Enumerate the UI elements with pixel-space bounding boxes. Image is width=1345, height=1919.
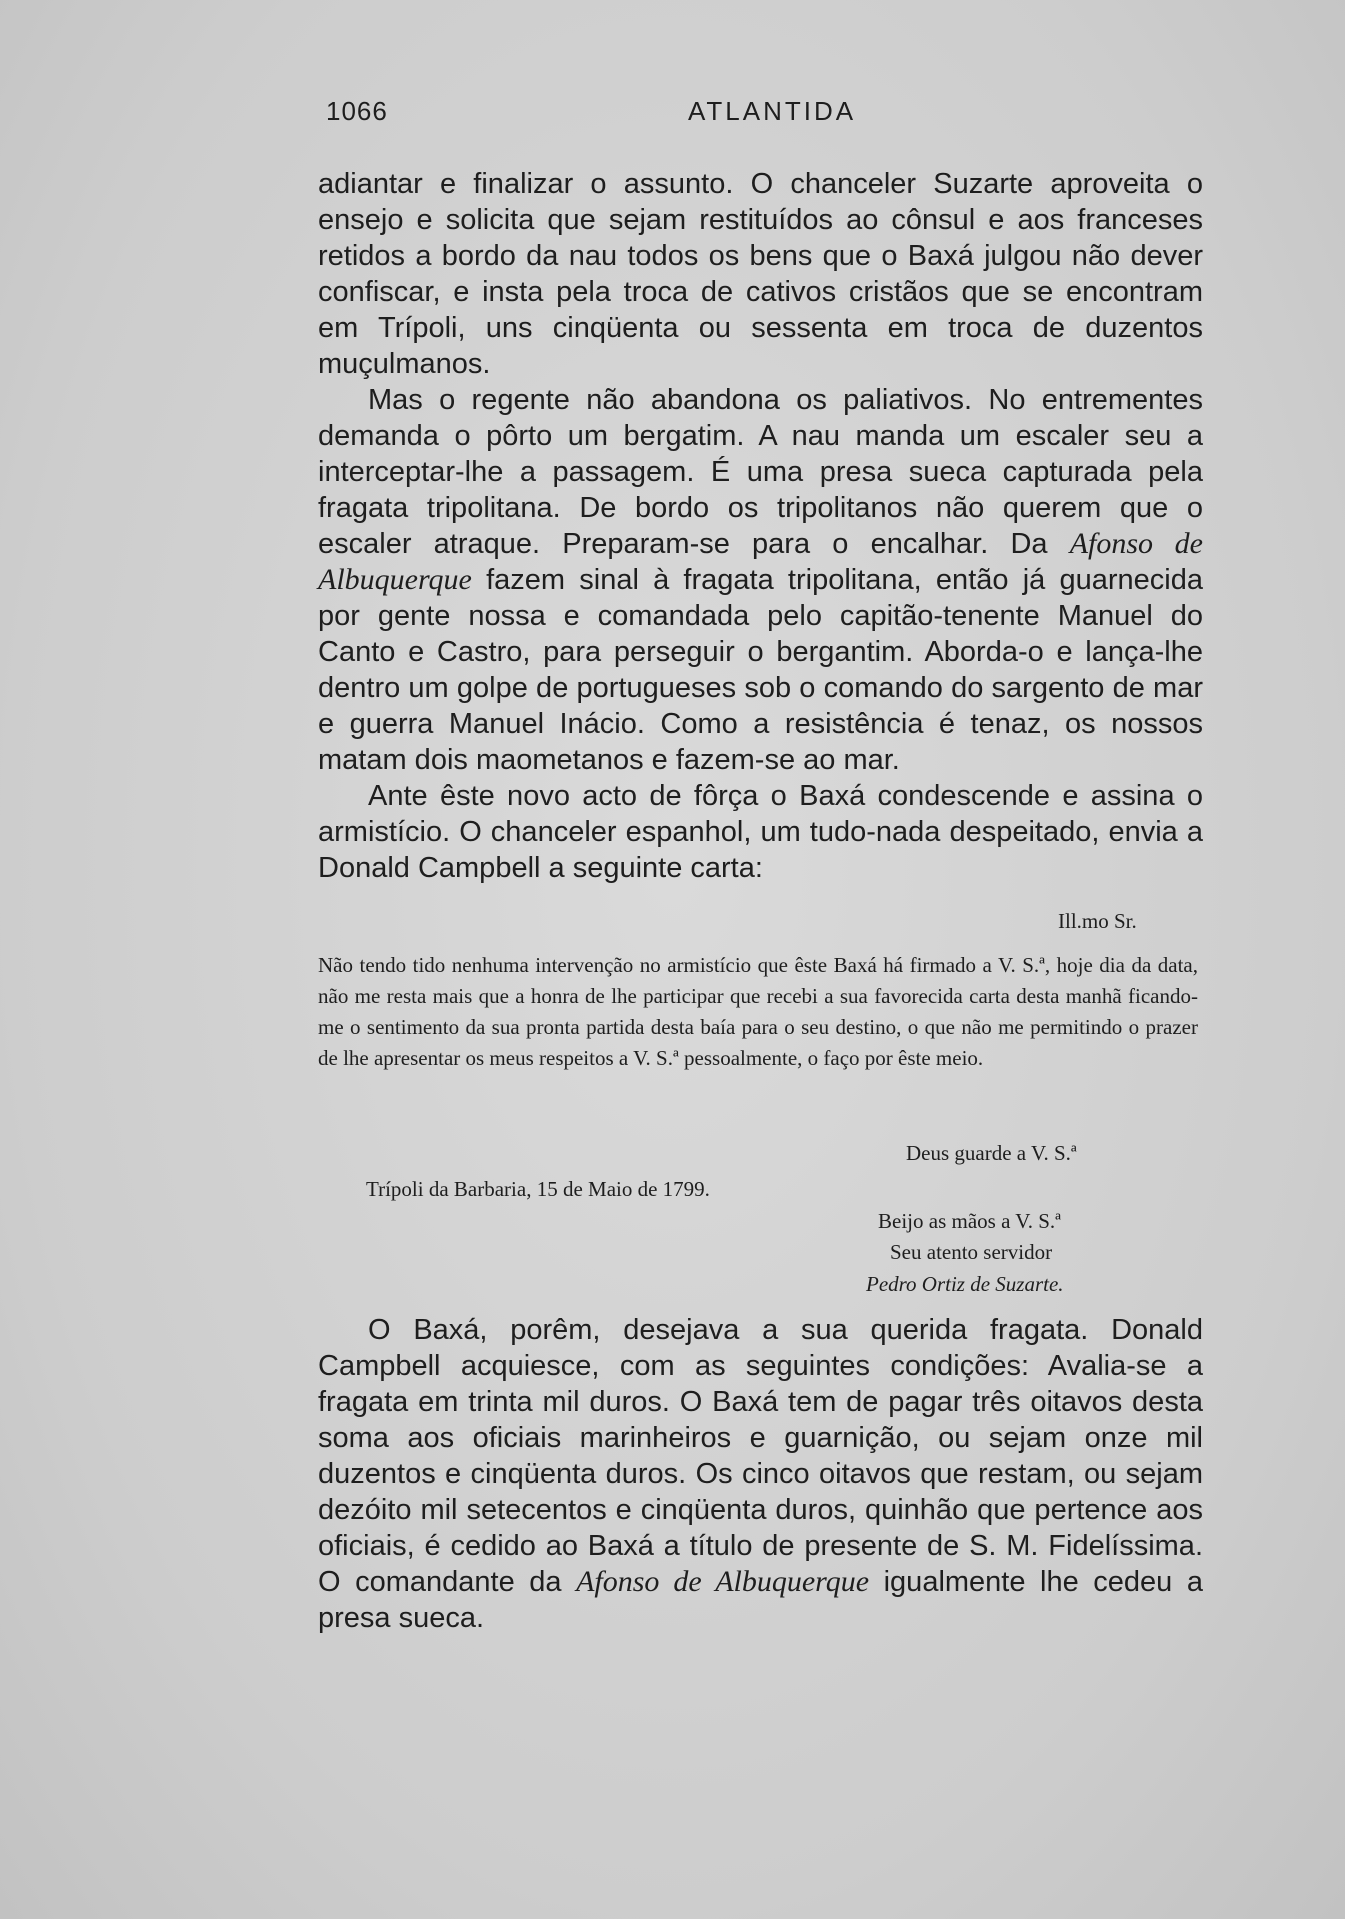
ship-name-italic: Afonso de Albuquerque [318, 527, 1203, 596]
body-text-bottom [318, 1312, 1203, 1636]
letter-body: Não tendo tido nenhuma intervenção no armistício que êste Baxá há firmado a V. S.ª, hoje dia da data, não me resta mais que a honra de lhe participar que recebi a sua favorecida carta desta manhã ficando-me o sentimento da sua pronta partida desta baía para o seu destino, o que não me permitindo o prazer de lhe apresentar os meus respeitos a V. S.ª pessoalmente, o faço por êste meio. [318, 953, 1198, 1070]
paragraph-4 [318, 1312, 1203, 1636]
paragraph-2 [318, 382, 1203, 778]
page-number: 1066 [326, 96, 388, 126]
letter-salutation: Ill.mo Sr. [1058, 909, 1137, 933]
letter-signature: Pedro Ortiz de Suzarte. [866, 1272, 1064, 1296]
letter-servant-line: Seu atento servidor [890, 1240, 1053, 1264]
paragraph-4-text-a: O Baxá, porêm, desejava a sua querida fragata. Donald Campbell acquiesce, com as seguintes condições: Avalia-se a fragata em trinta mil duros. O Baxá tem de pagar três oitavos desta soma aos oficiais marinheiros e guarnição, ou sejam onze mil duzentos e cinqüenta duros. Os cinco oitavos que restam, ou sejam dezóito mil setecentos e cinqüenta duros, quinhão que pertence aos oficiais, é cedido ao Baxá a título de presente de S. M. Fidelíssima. O comandante da [318, 1314, 1203, 1598]
ship-name-italic-2: Afonso de Albuquerque [576, 1565, 870, 1598]
paragraph-4-text-b: igualmente lhe cedeu a presa sueca. [318, 1566, 1203, 1634]
paragraph-1: adiantar e finalizar o assunto. O chanceler Suzarte aproveita o ensejo e solicita que sejam restituídos ao cônsul e aos franceses retidos a bordo da nau todos os bens que o Baxá julgou não dever confiscar, e insta pela troca de cativos cristãos que se encontram em Trípoli, uns cinqüenta ou sessenta em troca de duzentos muçulmanos. [318, 168, 1203, 380]
body-text-top [318, 166, 1203, 886]
page-header [326, 96, 1336, 136]
running-title: ATLANTIDA [688, 96, 857, 126]
paragraph-2-text-b: fazem sinal à fragata tripolitana, então já guarnecida por gente nossa e comandada pelo capitão-tenente Manuel do Canto e Castro, para perseguir o bergantim. Aborda-o e lança-lhe dentro um golpe de portugueses sob o comando do sargento de mar e guerra Manuel Inácio. Como a resistência é tenaz, os nossos matam dois maometanos e fazem-se ao mar. [318, 564, 1203, 776]
paragraph-3: Ante êste novo acto de fôrça o Baxá condescende e assina o armistício. O chanceler espanhol, um tudo-nada despeitado, envia a Donald Campbell a seguinte carta: [318, 780, 1203, 884]
letter-valediction: Beijo as mãos a V. S.ª [878, 1209, 1061, 1233]
letter-closing: Deus guarde a V. S.ª [906, 1141, 1077, 1165]
paragraph-2-text-a: Mas o regente não abandona os paliativos. No entrementes demanda o pôrto um bergatim. A nau manda um escaler seu a interceptar-lhe a passagem. É uma presa sueca capturada pela fragata tripolitana. De bordo os tripolitanos não querem que o escaler atraque. Preparam-se para o encalhar. Da [318, 384, 1203, 560]
letter-place-date: Trípoli da Barbaria, 15 de Maio de 1799. [366, 1177, 710, 1201]
